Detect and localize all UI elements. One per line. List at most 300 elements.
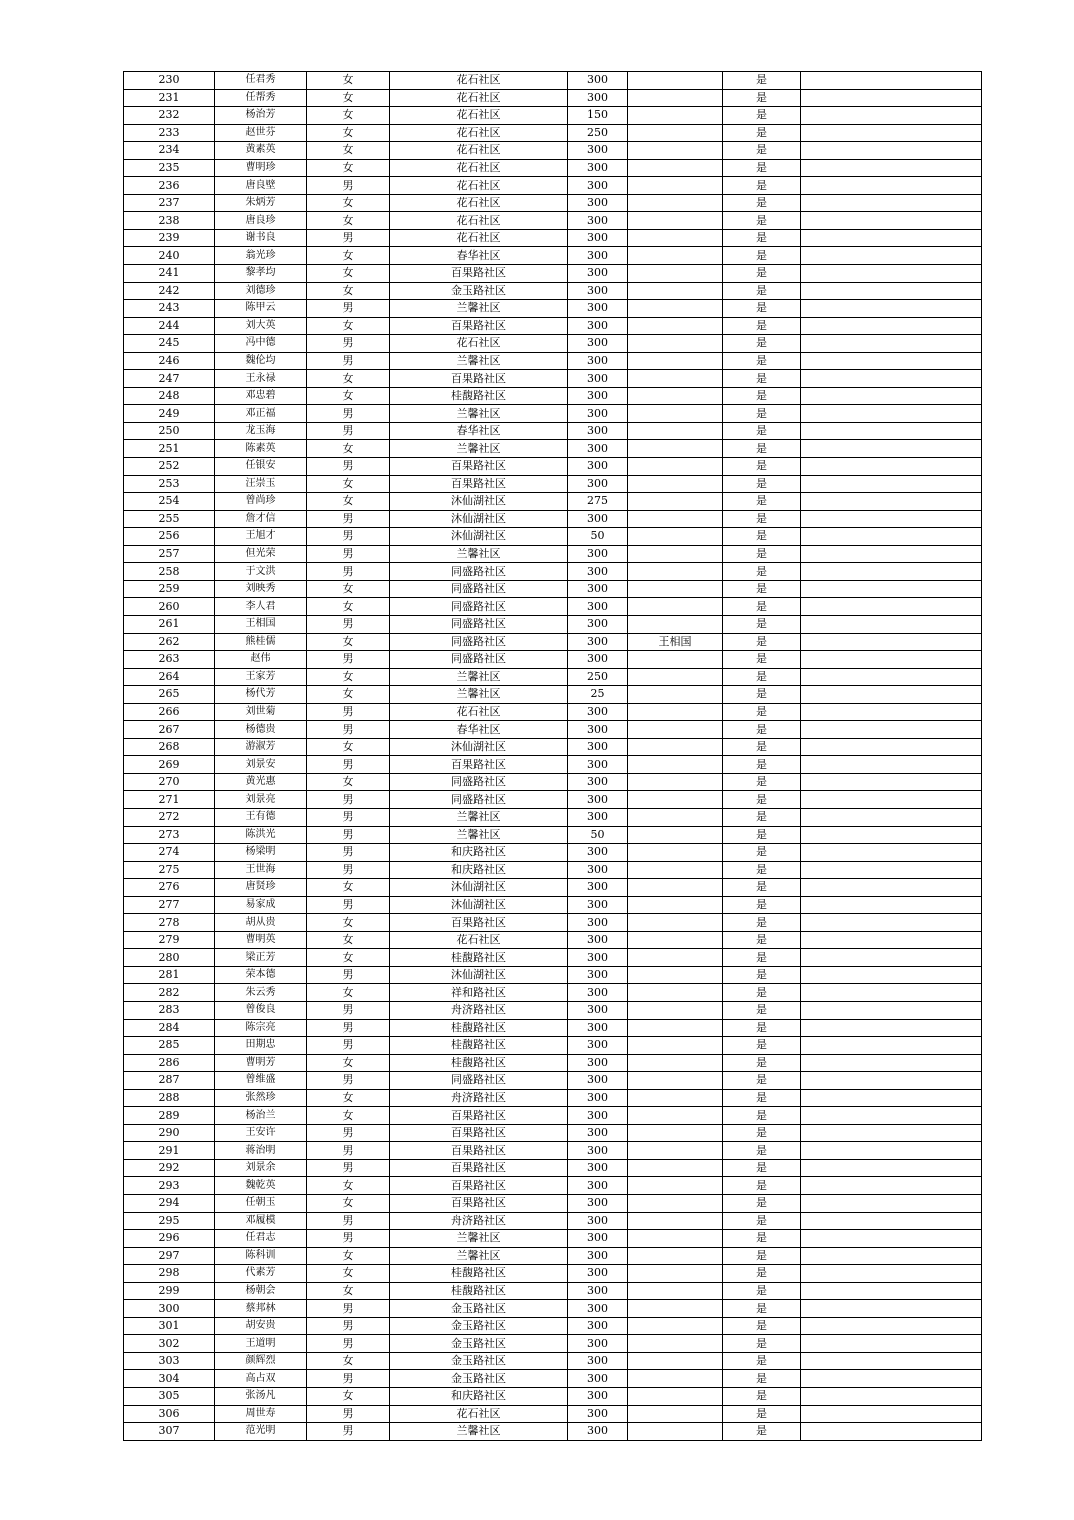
confirmed-cell: 是	[723, 984, 801, 1002]
amount-cell: 300	[568, 212, 628, 230]
row-number-cell: 299	[124, 1282, 215, 1300]
remarks-cell	[801, 721, 982, 739]
confirmed-cell: 是	[723, 1019, 801, 1037]
agent-cell	[628, 896, 723, 914]
table-row	[124, 1159, 982, 1177]
community-cell: 花石社区	[390, 1405, 568, 1423]
name-cell: 王永禄	[215, 370, 307, 388]
remarks-cell	[801, 826, 982, 844]
amount-cell: 300	[568, 1212, 628, 1230]
remarks-cell	[801, 1019, 982, 1037]
row-number-cell: 272	[124, 808, 215, 826]
remarks-cell	[801, 493, 982, 511]
community-cell: 沐仙湖社区	[390, 966, 568, 984]
remarks-cell	[801, 1247, 982, 1265]
amount-cell: 300	[568, 563, 628, 581]
community-cell: 花石社区	[390, 72, 568, 90]
remarks-cell	[801, 545, 982, 563]
name-cell: 胡安贵	[215, 1317, 307, 1335]
gender-cell: 男	[307, 756, 390, 774]
amount-cell: 300	[568, 142, 628, 160]
remarks-cell	[801, 212, 982, 230]
confirmed-cell: 是	[723, 1335, 801, 1353]
row-number-cell: 282	[124, 984, 215, 1002]
agent-cell	[628, 387, 723, 405]
table-row	[124, 563, 982, 581]
gender-cell: 女	[307, 1247, 390, 1265]
amount-cell: 300	[568, 1037, 628, 1055]
gender-cell: 男	[307, 510, 390, 528]
remarks-cell	[801, 510, 982, 528]
table-row	[124, 1177, 982, 1195]
gender-cell: 女	[307, 159, 390, 177]
gender-cell: 女	[307, 107, 390, 125]
amount-cell: 300	[568, 282, 628, 300]
community-cell: 百果路社区	[390, 370, 568, 388]
table-row	[124, 370, 982, 388]
community-cell: 桂馥路社区	[390, 1282, 568, 1300]
name-cell: 张汤凡	[215, 1388, 307, 1406]
row-number-cell: 243	[124, 300, 215, 318]
table-row	[124, 1282, 982, 1300]
name-cell: 黎孝均	[215, 265, 307, 283]
amount-cell: 300	[568, 1388, 628, 1406]
table-row	[124, 1247, 982, 1265]
row-number-cell: 293	[124, 1177, 215, 1195]
name-cell: 曹明珍	[215, 159, 307, 177]
confirmed-cell: 是	[723, 1405, 801, 1423]
agent-cell	[628, 914, 723, 932]
agent-cell	[628, 738, 723, 756]
community-cell: 兰馨社区	[390, 405, 568, 423]
gender-cell: 男	[307, 177, 390, 195]
table-row	[124, 335, 982, 353]
amount-cell: 300	[568, 1107, 628, 1125]
remarks-cell	[801, 879, 982, 897]
remarks-cell	[801, 966, 982, 984]
community-cell: 金玉路社区	[390, 1300, 568, 1318]
row-number-cell: 307	[124, 1423, 215, 1441]
remarks-cell	[801, 1317, 982, 1335]
gender-cell: 女	[307, 1265, 390, 1283]
row-number-cell: 242	[124, 282, 215, 300]
row-number-cell: 298	[124, 1265, 215, 1283]
remarks-cell	[801, 861, 982, 879]
gender-cell: 女	[307, 475, 390, 493]
agent-cell	[628, 1405, 723, 1423]
table-row	[124, 1001, 982, 1019]
community-cell: 花石社区	[390, 107, 568, 125]
amount-cell: 300	[568, 914, 628, 932]
gender-cell: 男	[307, 335, 390, 353]
confirmed-cell: 是	[723, 914, 801, 932]
amount-cell: 250	[568, 668, 628, 686]
table-row	[124, 545, 982, 563]
community-cell: 百果路社区	[390, 1107, 568, 1125]
confirmed-cell: 是	[723, 651, 801, 669]
row-number-cell: 267	[124, 721, 215, 739]
agent-cell	[628, 545, 723, 563]
table-row	[124, 703, 982, 721]
community-cell: 花石社区	[390, 703, 568, 721]
gender-cell: 男	[307, 966, 390, 984]
name-cell: 杨治兰	[215, 1107, 307, 1125]
row-number-cell: 249	[124, 405, 215, 423]
agent-cell	[628, 440, 723, 458]
confirmed-cell: 是	[723, 177, 801, 195]
remarks-cell	[801, 1370, 982, 1388]
community-cell: 百果路社区	[390, 1124, 568, 1142]
amount-cell: 300	[568, 808, 628, 826]
row-number-cell: 239	[124, 229, 215, 247]
amount-cell: 300	[568, 1352, 628, 1370]
table-row	[124, 844, 982, 862]
gender-cell: 男	[307, 791, 390, 809]
gender-cell: 女	[307, 1195, 390, 1213]
remarks-cell	[801, 1265, 982, 1283]
table-row	[124, 615, 982, 633]
agent-cell	[628, 1142, 723, 1160]
gender-cell: 男	[307, 458, 390, 476]
agent-cell	[628, 493, 723, 511]
confirmed-cell: 是	[723, 1037, 801, 1055]
name-cell: 但光荣	[215, 545, 307, 563]
agent-cell	[628, 1195, 723, 1213]
confirmed-cell: 是	[723, 1230, 801, 1248]
gender-cell: 男	[307, 651, 390, 669]
community-cell: 和庆路社区	[390, 861, 568, 879]
table-row	[124, 580, 982, 598]
agent-cell	[628, 966, 723, 984]
confirmed-cell: 是	[723, 1282, 801, 1300]
table-row	[124, 265, 982, 283]
table-row	[124, 686, 982, 704]
confirmed-cell: 是	[723, 1423, 801, 1441]
row-number-cell: 258	[124, 563, 215, 581]
confirmed-cell: 是	[723, 422, 801, 440]
table-row	[124, 282, 982, 300]
row-number-cell: 303	[124, 1352, 215, 1370]
table-row	[124, 808, 982, 826]
row-number-cell: 259	[124, 580, 215, 598]
name-cell: 任银安	[215, 458, 307, 476]
table-row	[124, 773, 982, 791]
row-number-cell: 257	[124, 545, 215, 563]
row-number-cell: 244	[124, 317, 215, 335]
name-cell: 刘景余	[215, 1159, 307, 1177]
name-cell: 杨代芳	[215, 686, 307, 704]
amount-cell: 300	[568, 879, 628, 897]
gender-cell: 女	[307, 440, 390, 458]
amount-cell: 300	[568, 773, 628, 791]
confirmed-cell: 是	[723, 510, 801, 528]
community-cell: 桂馥路社区	[390, 1019, 568, 1037]
table-row	[124, 317, 982, 335]
gender-cell: 男	[307, 1124, 390, 1142]
remarks-cell	[801, 387, 982, 405]
community-cell: 同盛路社区	[390, 580, 568, 598]
name-cell: 蒋治明	[215, 1142, 307, 1160]
gender-cell: 男	[307, 1159, 390, 1177]
table-row	[124, 949, 982, 967]
amount-cell: 300	[568, 1019, 628, 1037]
name-cell: 刘景安	[215, 756, 307, 774]
community-cell: 同盛路社区	[390, 773, 568, 791]
gender-cell: 女	[307, 317, 390, 335]
table-row	[124, 1107, 982, 1125]
row-number-cell: 301	[124, 1317, 215, 1335]
row-number-cell: 250	[124, 422, 215, 440]
agent-cell	[628, 458, 723, 476]
row-number-cell: 276	[124, 879, 215, 897]
confirmed-cell: 是	[723, 405, 801, 423]
amount-cell: 300	[568, 931, 628, 949]
agent-cell	[628, 1107, 723, 1125]
remarks-cell	[801, 159, 982, 177]
confirmed-cell: 是	[723, 107, 801, 125]
agent-cell	[628, 300, 723, 318]
community-cell: 百果路社区	[390, 756, 568, 774]
amount-cell: 300	[568, 440, 628, 458]
agent-cell	[628, 1001, 723, 1019]
community-cell: 百果路社区	[390, 475, 568, 493]
remarks-cell	[801, 1352, 982, 1370]
agent-cell	[628, 317, 723, 335]
amount-cell: 300	[568, 1195, 628, 1213]
name-cell: 唐贤珍	[215, 879, 307, 897]
table-row	[124, 1212, 982, 1230]
agent-cell	[628, 826, 723, 844]
remarks-cell	[801, 1072, 982, 1090]
table-row	[124, 1370, 982, 1388]
community-cell: 花石社区	[390, 159, 568, 177]
agent-cell	[628, 405, 723, 423]
confirmed-cell: 是	[723, 966, 801, 984]
row-number-cell: 288	[124, 1089, 215, 1107]
agent-cell	[628, 89, 723, 107]
confirmed-cell: 是	[723, 1089, 801, 1107]
agent-cell	[628, 1212, 723, 1230]
gender-cell: 男	[307, 1405, 390, 1423]
name-cell: 冯中德	[215, 335, 307, 353]
name-cell: 荣本德	[215, 966, 307, 984]
remarks-cell	[801, 1107, 982, 1125]
amount-cell: 250	[568, 124, 628, 142]
amount-cell: 150	[568, 107, 628, 125]
row-number-cell: 273	[124, 826, 215, 844]
remarks-cell	[801, 1001, 982, 1019]
amount-cell: 300	[568, 1247, 628, 1265]
gender-cell: 女	[307, 89, 390, 107]
remarks-cell	[801, 949, 982, 967]
agent-cell	[628, 177, 723, 195]
agent-cell	[628, 1089, 723, 1107]
confirmed-cell: 是	[723, 1212, 801, 1230]
remarks-cell	[801, 72, 982, 90]
gender-cell: 女	[307, 265, 390, 283]
agent-cell	[628, 1124, 723, 1142]
gender-cell: 男	[307, 861, 390, 879]
community-cell: 兰馨社区	[390, 1423, 568, 1441]
community-cell: 金玉路社区	[390, 1335, 568, 1353]
gender-cell: 男	[307, 1001, 390, 1019]
agent-cell	[628, 107, 723, 125]
name-cell: 胡从贵	[215, 914, 307, 932]
confirmed-cell: 是	[723, 808, 801, 826]
confirmed-cell: 是	[723, 265, 801, 283]
name-cell: 陈甲云	[215, 300, 307, 318]
table-row	[124, 1019, 982, 1037]
table-row	[124, 194, 982, 212]
community-cell: 春华社区	[390, 247, 568, 265]
amount-cell: 300	[568, 247, 628, 265]
table-row	[124, 651, 982, 669]
agent-cell	[628, 879, 723, 897]
agent-cell	[628, 808, 723, 826]
row-number-cell: 231	[124, 89, 215, 107]
name-cell: 邓履模	[215, 1212, 307, 1230]
community-cell: 同盛路社区	[390, 633, 568, 651]
amount-cell: 300	[568, 580, 628, 598]
confirmed-cell: 是	[723, 633, 801, 651]
name-cell: 杨德贵	[215, 721, 307, 739]
confirmed-cell: 是	[723, 247, 801, 265]
agent-cell	[628, 563, 723, 581]
gender-cell: 男	[307, 1037, 390, 1055]
agent-cell	[628, 335, 723, 353]
community-cell: 兰馨社区	[390, 545, 568, 563]
gender-cell: 女	[307, 984, 390, 1002]
confirmed-cell: 是	[723, 335, 801, 353]
name-cell: 谢书良	[215, 229, 307, 247]
name-cell: 任君志	[215, 1230, 307, 1248]
table-row	[124, 1388, 982, 1406]
name-cell: 颜辉烈	[215, 1352, 307, 1370]
table-row	[124, 300, 982, 318]
community-cell: 桂馥路社区	[390, 387, 568, 405]
confirmed-cell: 是	[723, 826, 801, 844]
amount-cell: 300	[568, 633, 628, 651]
name-cell: 周世寿	[215, 1405, 307, 1423]
confirmed-cell: 是	[723, 931, 801, 949]
table-row	[124, 510, 982, 528]
community-cell: 同盛路社区	[390, 651, 568, 669]
agent-cell	[628, 861, 723, 879]
name-cell: 高占双	[215, 1370, 307, 1388]
name-cell: 王安许	[215, 1124, 307, 1142]
remarks-cell	[801, 1124, 982, 1142]
community-cell: 百果路社区	[390, 265, 568, 283]
remarks-cell	[801, 1230, 982, 1248]
amount-cell: 300	[568, 1159, 628, 1177]
amount-cell: 300	[568, 89, 628, 107]
confirmed-cell: 是	[723, 317, 801, 335]
community-cell: 金玉路社区	[390, 1370, 568, 1388]
remarks-cell	[801, 808, 982, 826]
row-number-cell: 280	[124, 949, 215, 967]
row-number-cell: 261	[124, 615, 215, 633]
name-cell: 梁正芳	[215, 949, 307, 967]
row-number-cell: 237	[124, 194, 215, 212]
remarks-cell	[801, 563, 982, 581]
community-cell: 花石社区	[390, 177, 568, 195]
confirmed-cell: 是	[723, 282, 801, 300]
amount-cell: 300	[568, 1124, 628, 1142]
name-cell: 刘大英	[215, 317, 307, 335]
agent-cell	[628, 1230, 723, 1248]
gender-cell: 男	[307, 1300, 390, 1318]
gender-cell: 女	[307, 633, 390, 651]
name-cell: 熊桂儒	[215, 633, 307, 651]
agent-cell	[628, 721, 723, 739]
table-row	[124, 668, 982, 686]
name-cell: 杨治芳	[215, 107, 307, 125]
gender-cell: 男	[307, 405, 390, 423]
community-cell: 和庆路社区	[390, 1388, 568, 1406]
amount-cell: 300	[568, 72, 628, 90]
row-number-cell: 260	[124, 598, 215, 616]
name-cell: 陈洪光	[215, 826, 307, 844]
agent-cell	[628, 124, 723, 142]
gender-cell: 男	[307, 1317, 390, 1335]
name-cell: 陈科训	[215, 1247, 307, 1265]
row-number-cell: 302	[124, 1335, 215, 1353]
remarks-cell	[801, 668, 982, 686]
name-cell: 唐良壁	[215, 177, 307, 195]
amount-cell: 300	[568, 300, 628, 318]
row-number-cell: 254	[124, 493, 215, 511]
gender-cell: 女	[307, 1352, 390, 1370]
confirmed-cell: 是	[723, 773, 801, 791]
confirmed-cell: 是	[723, 1142, 801, 1160]
agent-cell	[628, 580, 723, 598]
name-cell: 王旭才	[215, 528, 307, 546]
amount-cell: 300	[568, 1423, 628, 1441]
amount-cell: 300	[568, 844, 628, 862]
agent-cell: 王相国	[628, 633, 723, 651]
row-number-cell: 305	[124, 1388, 215, 1406]
gender-cell: 女	[307, 1089, 390, 1107]
name-cell: 代素芳	[215, 1265, 307, 1283]
gender-cell: 男	[307, 229, 390, 247]
community-cell: 兰馨社区	[390, 300, 568, 318]
confirmed-cell: 是	[723, 1177, 801, 1195]
row-number-cell: 263	[124, 651, 215, 669]
gender-cell: 女	[307, 124, 390, 142]
name-cell: 王家芳	[215, 668, 307, 686]
confirmed-cell: 是	[723, 844, 801, 862]
table-row	[124, 159, 982, 177]
amount-cell: 300	[568, 1054, 628, 1072]
remarks-cell	[801, 931, 982, 949]
amount-cell: 300	[568, 966, 628, 984]
gender-cell: 女	[307, 1107, 390, 1125]
remarks-cell	[801, 896, 982, 914]
remarks-cell	[801, 177, 982, 195]
agent-cell	[628, 1300, 723, 1318]
agent-cell	[628, 247, 723, 265]
remarks-cell	[801, 1405, 982, 1423]
agent-cell	[628, 475, 723, 493]
agent-cell	[628, 352, 723, 370]
name-cell: 张然珍	[215, 1089, 307, 1107]
confirmed-cell: 是	[723, 89, 801, 107]
confirmed-cell: 是	[723, 475, 801, 493]
table-row	[124, 440, 982, 458]
confirmed-cell: 是	[723, 72, 801, 90]
amount-cell: 300	[568, 458, 628, 476]
confirmed-cell: 是	[723, 1159, 801, 1177]
